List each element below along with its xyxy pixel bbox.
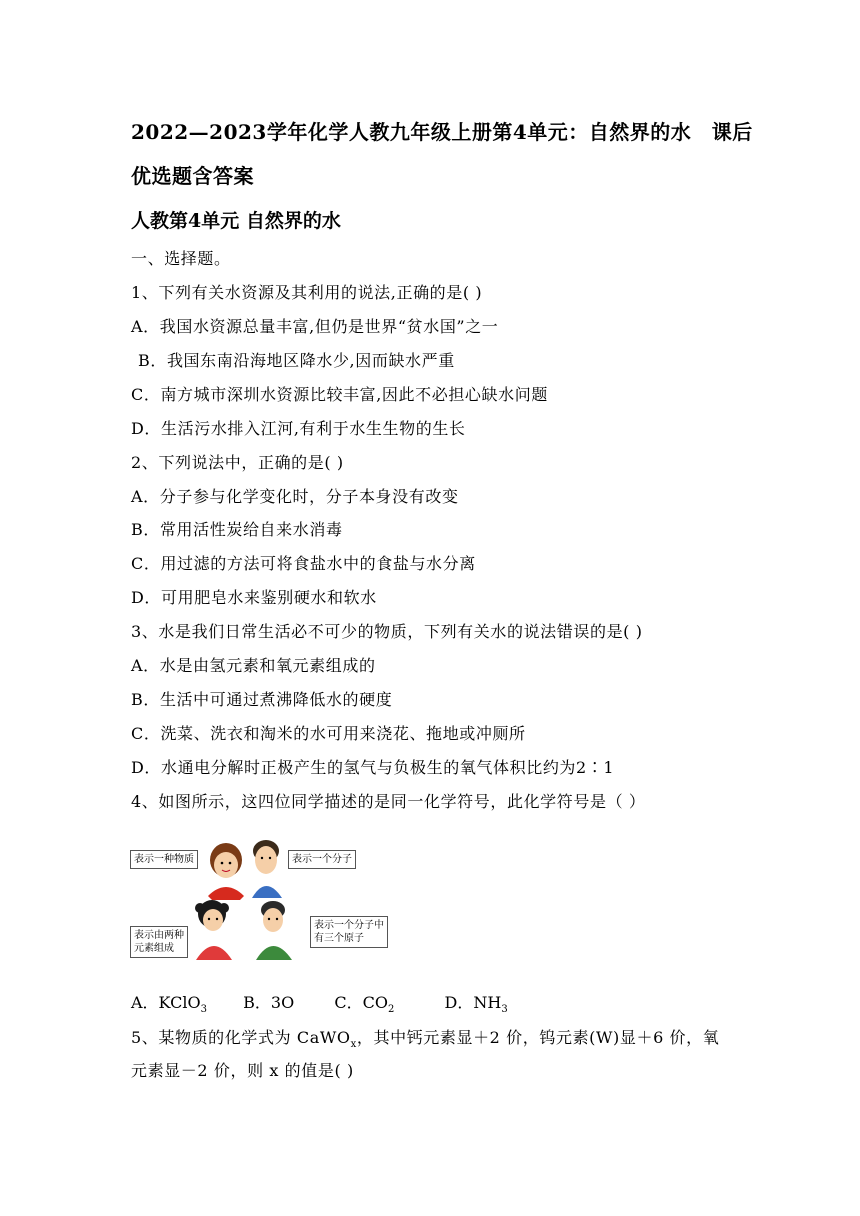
- question-2-option-a: A．分子参与化学变化时，分子本身没有改变: [131, 487, 459, 506]
- question-3-option-d: D．水通电分解时正极产生的氢气与负极生的氧气体积比约为2∶1: [131, 758, 615, 777]
- document-title-line-1: 2022—2023学年化学人教九年级上册第4单元：自然界的水 课后: [131, 120, 753, 144]
- student-bottom-left-icon: [195, 900, 232, 960]
- question-4-option-b: B．3O: [243, 993, 295, 1012]
- student-top-left-icon: [208, 843, 244, 900]
- callout-one-substance: 表示一种物质: [130, 850, 198, 869]
- question-3-stem: 3、水是我们日常生活必不可少的物质，下列有关水的说法错误的是( ): [131, 622, 643, 641]
- question-2-option-b: B．常用活性炭给自来水消毒: [131, 520, 343, 539]
- question-4-illustration: [128, 836, 390, 962]
- question-3-option-b: B．生活中可通过煮沸降低水的硬度: [131, 690, 393, 709]
- callout-three-atoms-line-2: 有三个原子: [314, 933, 364, 944]
- callout-two-elements-line-2: 元素组成: [134, 943, 174, 954]
- question-3-option-c: C．洗菜、洗衣和淘米的水可用来浇花、拖地或冲厕所: [131, 724, 526, 743]
- callout-three-atoms-line-1: 表示一个分子中: [314, 920, 384, 931]
- callout-two-elements: [130, 926, 188, 958]
- question-4-options: [131, 990, 508, 1015]
- question-5-stem-line-1: 5、某物质的化学式为 CaWO$_x$，其中钙元素显＋2 价，钨元素(W)显＋6 价，氧: [131, 1028, 720, 1051]
- student-top-right-icon: [252, 840, 282, 898]
- question-2-stem: 2、下列说法中，正确的是( ): [131, 453, 344, 472]
- callout-three-atoms: [310, 916, 388, 948]
- unit-heading: 人教第4单元 自然界的水: [131, 210, 341, 232]
- question-3-option-a: A．水是由氢元素和氧元素组成的: [131, 656, 376, 675]
- section-heading: 一、选择题。: [131, 249, 231, 268]
- question-1-option-c: C．南方城市深圳水资源比较丰富,因此不必担心缺水问题: [131, 385, 548, 404]
- question-5-stem-line-2: 元素显－2 价，则 x 的值是( ): [131, 1061, 354, 1080]
- question-1-option-b: B．我国东南沿海地区降水少,因而缺水严重: [138, 351, 455, 370]
- document-title-line-2: 优选题含答案: [131, 164, 254, 188]
- question-4-option-c: C．$CO_2$: [334, 993, 395, 1016]
- question-1-option-a: A．我国水资源总量丰富,但仍是世界“贫水国”之一: [131, 317, 499, 336]
- question-1-stem: 1、下列有关水资源及其利用的说法,正确的是( ): [131, 283, 483, 302]
- student-bottom-right-icon: [256, 901, 292, 960]
- callout-one-molecule: 表示一个分子: [288, 850, 356, 869]
- question-2-option-c: C．用过滤的方法可将食盐水中的食盐与水分离: [131, 554, 476, 573]
- question-1-option-d: D．生活污水排入江河,有利于水生生物的生长: [131, 419, 466, 438]
- callout-two-elements-line-1: 表示由两种: [134, 930, 184, 941]
- question-2-option-d: D．可用肥皂水来鉴别硬水和软水: [131, 588, 377, 607]
- question-4-option-a: A．KClO$_3$: [131, 993, 207, 1016]
- question-4-stem: 4、如图所示，这四位同学描述的是同一化学符号，此化学符号是（ ）: [131, 792, 646, 811]
- question-4-option-d: D．$NH_3$: [444, 993, 508, 1016]
